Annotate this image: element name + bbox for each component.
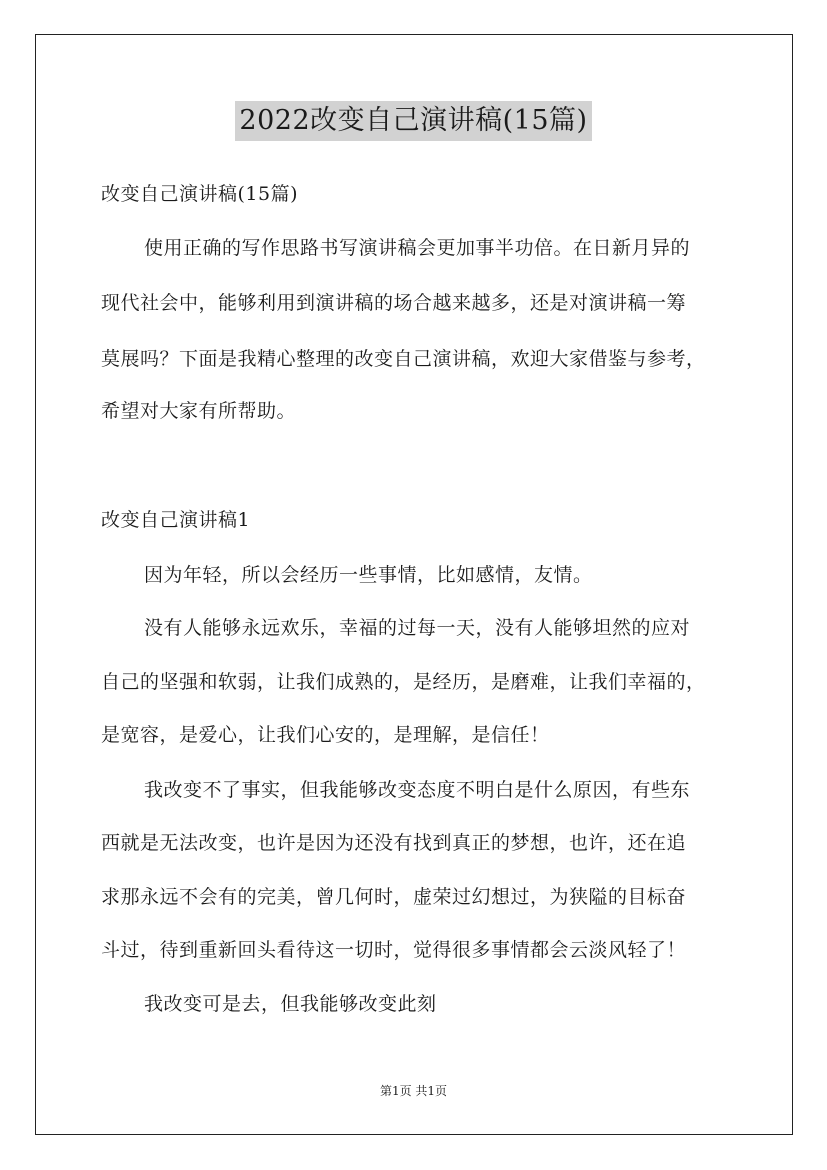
intro-line-3: 莫展吗？下面是我精心整理的改变自己演讲稿，欢迎大家借鉴与参考，	[101, 348, 706, 370]
intro-line-1: 使用正确的写作思路书写演讲稿会更加事半功倍。在日新月异的	[144, 237, 691, 259]
document-title: 2022改变自己演讲稿(15篇)	[235, 101, 591, 141]
body-line-7: 求那永远不会有的完美，曾几何时，虚荣过幻想过，为狭隘的目标奋	[101, 886, 687, 908]
title-container	[0, 101, 827, 141]
page-footer: 第1页 共1页	[379, 1084, 448, 1098]
body-line-1: 因为年轻，所以会经历一些事情，比如感情，友情。	[144, 564, 593, 586]
subtitle: 改变自己演讲稿(15篇)	[101, 183, 299, 205]
section-heading: 改变自己演讲稿1	[101, 509, 251, 531]
body-line-3: 自己的坚强和软弱，让我们成熟的，是经历，是磨难，让我们幸福的，	[101, 671, 706, 693]
body-line-9: 我改变可是去，但我能够改变此刻	[144, 993, 437, 1015]
body-line-8: 斗过，待到重新回头看待这一切时，觉得很多事情都会云淡风轻了！	[101, 939, 687, 961]
intro-line-2: 现代社会中，能够利用到演讲稿的场合越来越多，还是对演讲稿一筹	[101, 292, 687, 314]
body-line-4: 是宽容，是爱心，让我们心安的，是理解，是信任！	[101, 724, 550, 746]
body-line-2: 没有人能够永远欢乐，幸福的过每一天，没有人能够坦然的应对	[144, 617, 691, 639]
body-line-5: 我改变不了事实，但我能够改变态度不明白是什么原因，有些东	[144, 779, 691, 801]
body-line-6: 西就是无法改变，也许是因为还没有找到真正的梦想，也许，还在追	[101, 832, 687, 854]
intro-line-4: 希望对大家有所帮助。	[101, 400, 297, 422]
